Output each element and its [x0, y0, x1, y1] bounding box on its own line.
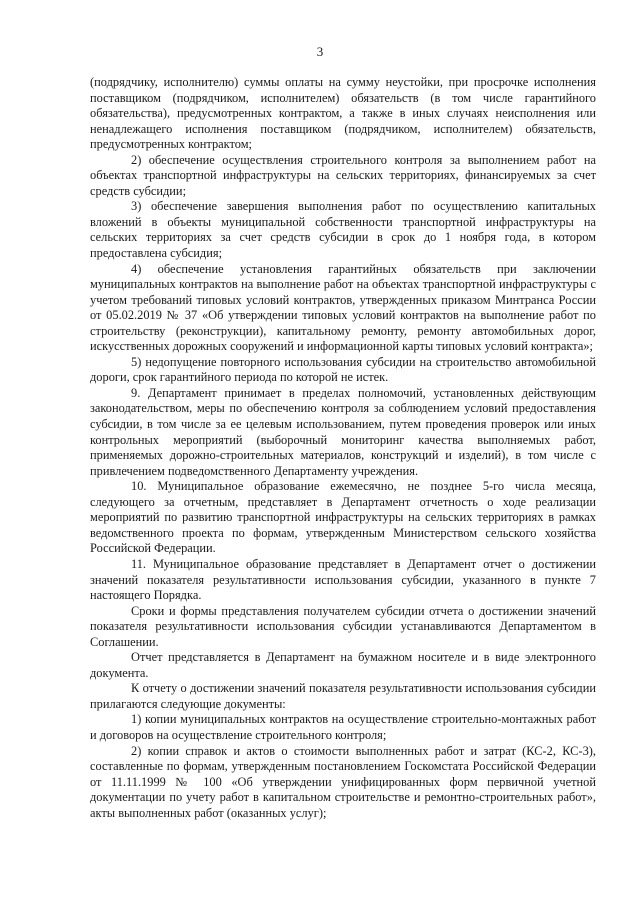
paragraph-report-terms: Сроки и формы представления получателем субсидии отчета о достижении значений показателя результативности использования субсидии устанавливаются Департаментом в Соглашении.	[90, 603, 596, 649]
paragraph-item-3-completion-deadline: 3) обеспечение завершения выполнения работ по осуществлению капитальных вложений в объекты муниципальной собственности транспортной инфраструктуры на сельских территориях за счет средств субсидии в срок до 1 ноября года, в котором предоставлена субсидия;	[90, 199, 596, 261]
paragraph-penalty-continuation: (подрядчику, исполнителю) суммы оплаты на сумму неустойки, при просрочке исполнения поставщиком (подрядчиком, исполнителем) обязательств (в том числе гарантийного обязательства), предусмотренных контрактом, а также в иных случаях неисполнения или ненадлежащего исполнения поставщиком (подрядчиком, исполнителем) обязательств, предусмотренных контрактом;	[90, 75, 596, 152]
document-body	[90, 75, 596, 821]
paragraph-attachment-2-acts: 2) копии справок и актов о стоимости выполненных работ и затрат (КС-2, КС-3), составленные по формам, утвержденным постановлением Госкомстата Российской Федерации от 11.11.1999 № 100 «Об утверждении унифицированных форм первичной учетной документации по учету работ в капитальном строительстве и ремонтно-строительных работ», акты выполненных работ (оказанных услуг);	[90, 743, 596, 820]
paragraph-item-5-no-reuse: 5) недопущение повторного использования субсидии на строительство автомобильной дороги, срок гарантийного периода по которой не истек.	[90, 354, 596, 385]
paragraph-report-format: Отчет представляется в Департамент на бумажном носителе и в виде электронного документа.	[90, 650, 596, 680]
page-number: 3	[316, 44, 324, 59]
paragraph-attachment-1-contracts: 1) копии муниципальных контрактов на осуществление строительно-монтажных работ и договоров на осуществление строительного контроля;	[90, 712, 596, 742]
paragraph-attachments-intro: К отчету о достижении значений показателя результативности использования субсидии прилагаются следующие документы:	[90, 681, 596, 711]
paragraph-section-10-monthly-report: 10. Муниципальное образование ежемесячно, не позднее 5-го числа месяца, следующего за отчетным, представляет в Департамент отчетность о ходе реализации мероприятий по развитию транспортной инфраструктуры на сельских территориях в рамках ведомственного проекта по формам, утвержденным Министерством сельского хозяйства Российской Федерации.	[90, 479, 596, 556]
paragraph-item-4-warranty-obligations: 4) обеспечение установления гарантийных обязательств при заключении муниципальных контрактов на выполнение работ на объектах транспортной инфраструктуры с учетом требований типовых условий контрактов, утвержденных приказом Минтранса России от 05.02.2019 № 37 «Об утверждении типовых условий контрактов на выполнение работ по строительству (реконструкции), капитальному ремонту, ремонту автомобильных дорог, искусственных дорожных сооружений и информационной карты типовых условий контракта»;	[90, 261, 596, 354]
paragraph-item-2-construction-control: 2) обеспечение осуществления строительного контроля за выполнением работ на объектах транспортной инфраструктуры на сельских территориях, финансируемых за счет средств субсидии;	[90, 152, 596, 198]
paragraph-section-11-performance-report: 11. Муниципальное образование представляет в Департамент отчет о достижении значений показателя результативности использования субсидии, указанного в пункте 7 настоящего Порядка.	[90, 556, 596, 603]
paragraph-section-9-control: 9. Департамент принимает в пределах полномочий, установленных действующим законодательством, меры по обеспечению контроля за соблюдением условий предоставления субсидии, в том числе за ее целевым использованием, путем проведения проверок или иных контрольных мероприятий (выборочный мониторинг качества выполняемых работ, применяемых дорожно-строительных материалов, конструкций и изделий), в том числе с привлечением подведомственного Департаменту учреждения.	[90, 385, 596, 478]
